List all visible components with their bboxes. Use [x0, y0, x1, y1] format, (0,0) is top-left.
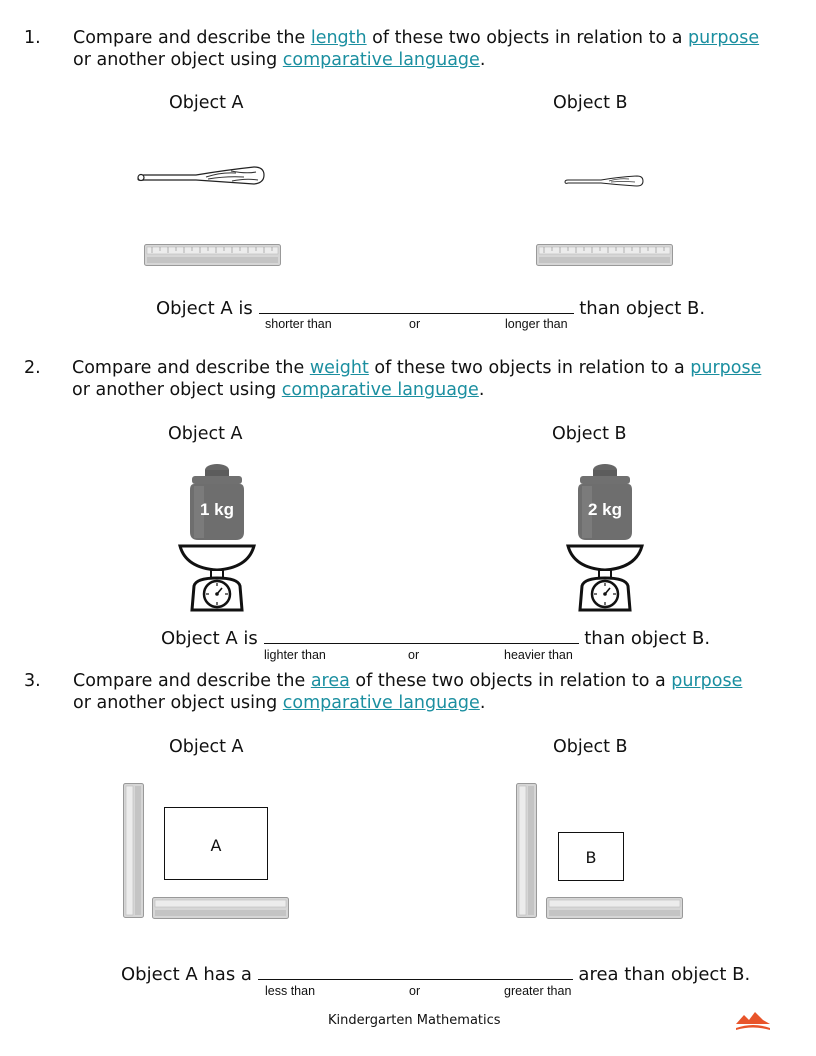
- footer-text: Kindergarten Mathematics: [328, 1013, 501, 1028]
- weight-scale-b: [566, 462, 644, 614]
- comparative-language-link[interactable]: comparative language: [282, 50, 480, 70]
- object-b-label: Object B: [553, 737, 628, 757]
- choice-lighter-than: lighter than: [264, 648, 326, 662]
- weight-b-label: 2 kg: [587, 500, 623, 519]
- answer-blank[interactable]: [258, 961, 573, 980]
- question-3-answer-sentence: Object A has a area than object B.: [121, 961, 750, 985]
- kettlebell-weight-icon: [178, 462, 256, 614]
- answer-blank[interactable]: [259, 295, 574, 314]
- choice-or: or: [409, 984, 421, 998]
- choice-or: or: [408, 648, 420, 662]
- purpose-link[interactable]: purpose: [688, 28, 760, 48]
- area-box-a: [164, 807, 268, 880]
- question-2-answer-sentence: Object A is than object B.: [161, 625, 710, 649]
- choice-shorter-than: shorter than: [265, 317, 332, 331]
- answer-blank[interactable]: [264, 625, 579, 644]
- choice-heavier-than: heavier than: [504, 648, 573, 662]
- vertical-ruler-a-icon: [123, 783, 145, 919]
- object-b-label: Object B: [552, 424, 627, 444]
- question-3-number: 3.: [24, 671, 41, 691]
- weight-link[interactable]: weight: [309, 358, 369, 378]
- question-1-prompt-line2: or another object using comparative language.: [73, 50, 486, 70]
- object-a-label: Object A: [169, 93, 244, 113]
- purpose-link[interactable]: purpose: [690, 358, 762, 378]
- area-box-b: [558, 832, 624, 881]
- question-2-number: 2.: [24, 358, 41, 378]
- weight-a-label: 1 kg: [199, 500, 235, 519]
- question-1-prompt-line1: Compare and describe the length of these two objects in relation to a purpose: [73, 28, 760, 48]
- area-box-a-label: A: [210, 836, 222, 855]
- object-a-label: Object A: [168, 424, 243, 444]
- area-link[interactable]: area: [310, 671, 350, 691]
- baseball-bat-a-icon: [136, 164, 266, 190]
- purpose-link[interactable]: purpose: [671, 671, 743, 691]
- mountain-logo-icon: [735, 1010, 771, 1032]
- question-3-prompt-line1: Compare and describe the area of these two objects in relation to a purpose: [73, 671, 743, 691]
- object-a-label: Object A: [169, 737, 244, 757]
- comparative-language-link[interactable]: comparative language: [282, 693, 480, 713]
- question-1-answer-sentence: Object A is than object B.: [156, 295, 705, 319]
- ruler-b-icon: [536, 244, 674, 267]
- choice-less-than: less than: [265, 984, 316, 998]
- vertical-ruler-b-icon: [516, 783, 538, 919]
- horizontal-ruler-b-icon: [546, 897, 684, 920]
- object-b-label: Object B: [553, 93, 628, 113]
- choice-longer-than: longer than: [505, 317, 568, 331]
- question-1-number: 1.: [24, 28, 41, 48]
- weight-scale-a: [178, 462, 256, 614]
- length-link[interactable]: length: [310, 28, 367, 48]
- area-box-b-label: B: [585, 848, 597, 867]
- choice-or: or: [409, 317, 421, 331]
- ruler-a-icon: [144, 244, 282, 267]
- kettlebell-weight-icon: [566, 462, 644, 614]
- question-3-prompt-line2: or another object using comparative language.: [73, 693, 486, 713]
- question-2-prompt-line2: or another object using comparative language.: [72, 380, 485, 400]
- choice-greater-than: greater than: [504, 984, 572, 998]
- question-2-prompt-line1: Compare and describe the weight of these two objects in relation to a purpose: [72, 358, 762, 378]
- horizontal-ruler-a-icon: [152, 897, 290, 920]
- comparative-language-link[interactable]: comparative language: [281, 380, 479, 400]
- baseball-bat-b-icon: [563, 174, 645, 188]
